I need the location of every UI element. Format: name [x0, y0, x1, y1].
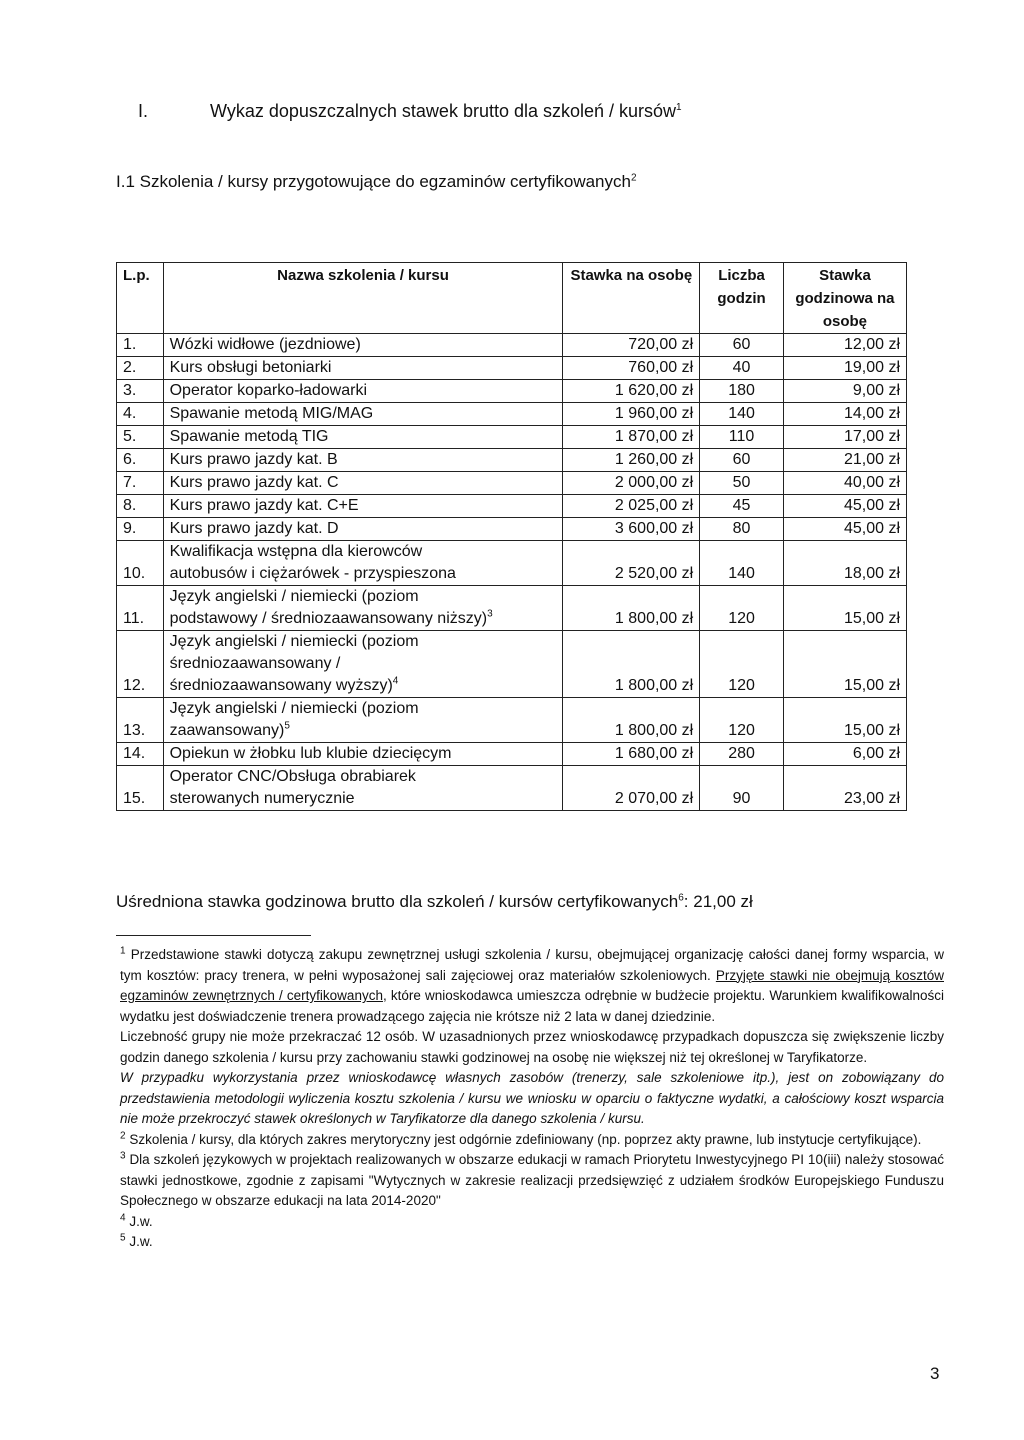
footnote-ref: 2: [630, 172, 637, 184]
table-header-row: [117, 263, 907, 334]
cell-price: 720,00 zł: [563, 334, 700, 357]
footnote-ref: 5: [284, 720, 290, 732]
header-hours: Liczba godzin: [700, 263, 784, 334]
footnote-text: Szkolenia / kursy, dla których zakres merytoryczny jest odgórnie zdefiniowany (np. poprzez akty prawne, lub instytucje certyfikujące).: [129, 1131, 922, 1147]
cell-price: 3 600,00 zł: [563, 518, 700, 541]
table-row: [117, 334, 907, 357]
course-name-line: [170, 653, 557, 675]
course-name-text: autobusów i ciężarówek - przyspieszona: [169, 565, 456, 582]
course-name-text: sterowanych numerycznie: [169, 790, 355, 807]
footnote-ref: 1: [676, 102, 682, 113]
course-name-text: Wózki widłowe (jezdniowe): [169, 336, 361, 353]
cell-name: [163, 426, 563, 449]
footnote-text: Dla szkoleń językowych w projektach realizowanych w obszarze edukacji w ramach Priorytetu Inwestycyjnego PI 10(iii) należy stosować stawki jednostkowe, zgodnie z zapisami "Wytycznych w zakresie realizacji przedsięwzięć z udziałem środków Europejskiego Funduszu Społecznego w obszarze edukacji na lata 2014-2020": [120, 1152, 944, 1208]
table-row: [117, 403, 907, 426]
cell-rate: 15,00 zł: [783, 631, 906, 698]
footnote-1: [120, 945, 944, 1027]
cell-name: [163, 698, 563, 743]
course-name-text: Kurs prawo jazdy kat. D: [169, 520, 339, 537]
footnote-marker: 4: [120, 1212, 126, 1223]
table-row: [117, 426, 907, 449]
course-name-text: Opiekun w żłobku lub klubie dziecięcym: [169, 745, 452, 762]
cell-lp: 2.: [117, 357, 164, 380]
footnote-1-own-resources: W przypadku wykorzystania przez wnioskodawcę własnych zasobów (trenerzy, sale szkoleniowe itp.), jest on zobowiązany do przedstawienia metodologii wyliczenia kosztu szkolenia / kursu we wniosku w oparciu o faktyczne wydatki, a całościowy koszt wsparcia nie może przekroczyć stawek określonych w Taryfikatorze dla danego szkolenia / kursu.: [120, 1070, 944, 1126]
average-value: : 21,00 zł: [683, 892, 753, 911]
footnote-text: J.w.: [129, 1234, 153, 1249]
cell-name: [163, 766, 563, 811]
cell-name: [163, 586, 563, 631]
course-name-text: Kurs prawo jazdy kat. C+E: [169, 497, 359, 514]
cell-lp: 4.: [117, 403, 164, 426]
cell-hours: 60: [700, 449, 784, 472]
cell-price: 1 800,00 zł: [563, 698, 700, 743]
course-name-text: Kurs prawo jazdy kat. B: [169, 451, 338, 468]
cell-hours: 80: [700, 518, 784, 541]
average-rate: [116, 892, 753, 912]
cell-rate: 17,00 zł: [783, 426, 906, 449]
cell-price: 1 620,00 zł: [563, 380, 700, 403]
course-name-line: [170, 563, 557, 585]
cell-lp: 12.: [117, 631, 164, 698]
cell-hours: 120: [700, 631, 784, 698]
page-number: 3: [930, 1364, 940, 1383]
course-name-text: Język angielski / niemiecki (poziom: [169, 588, 419, 605]
course-name-line: [170, 631, 557, 653]
footnote-4: [120, 1212, 944, 1233]
cell-lp: 6.: [117, 449, 164, 472]
cell-hours: 120: [700, 698, 784, 743]
cell-name: [163, 334, 563, 357]
course-name-text: Język angielski / niemiecki (poziom: [169, 633, 419, 650]
table-body: [117, 334, 907, 811]
cell-lp: 10.: [117, 541, 164, 586]
table-row: [117, 495, 907, 518]
table-row: [117, 380, 907, 403]
cell-hours: 60: [700, 334, 784, 357]
cell-hours: 90: [700, 766, 784, 811]
footnote-marker: 3: [120, 1150, 126, 1162]
cell-hours: 40: [700, 357, 784, 380]
cell-hours: 45: [700, 495, 784, 518]
course-name-line: [170, 334, 557, 356]
course-name-text: Kurs obsługi betoniarki: [169, 359, 332, 376]
cell-price: 2 070,00 zł: [563, 766, 700, 811]
header-name: Nazwa szkolenia / kursu: [163, 263, 563, 334]
course-name-text: podstawowy / średniozaawansowany niższy): [169, 610, 488, 627]
cell-name: [163, 380, 563, 403]
cell-name: [163, 403, 563, 426]
subsection-heading: [116, 172, 637, 192]
cell-price: 1 800,00 zł: [563, 586, 700, 631]
course-name-line: [170, 426, 557, 448]
footnote-text: , które wnioskodawca umieszcza odrębnie w budżecie projektu. Warunkiem kwalifikowalności wydatku jest doświadczenie trenera prowadzącego zajęcia nie krótsze niż 2 lata w danej dziedzinie.: [120, 988, 945, 1024]
course-name-line: [170, 380, 557, 402]
cell-hours: 180: [700, 380, 784, 403]
cell-price: 760,00 zł: [563, 357, 700, 380]
cell-rate: 12,00 zł: [783, 334, 906, 357]
section-heading: [138, 101, 682, 122]
cell-rate: 15,00 zł: [783, 586, 906, 631]
cell-rate: 6,00 zł: [783, 743, 906, 766]
table-row: [117, 586, 907, 631]
course-name-text: Spawanie metodą MIG/MAG: [169, 405, 374, 422]
cell-rate: 23,00 zł: [783, 766, 906, 811]
course-name-text: Język angielski / niemiecki (poziom: [169, 700, 419, 717]
cell-hours: 110: [700, 426, 784, 449]
course-name-line: [170, 495, 557, 517]
footnote-ref: 3: [487, 608, 493, 620]
course-name-line: [170, 766, 557, 788]
footnote-text: J.w.: [129, 1213, 153, 1229]
table-row: [117, 631, 907, 698]
cell-hours: 140: [700, 541, 784, 586]
cell-rate: 14,00 zł: [783, 403, 906, 426]
course-name-line: [170, 743, 557, 765]
cell-price: 1 870,00 zł: [563, 426, 700, 449]
cell-lp: 7.: [117, 472, 164, 495]
footnotes: [120, 945, 944, 1253]
course-name-text: Kwalifikacja wstępna dla kierowców: [169, 543, 423, 560]
cell-hours: 140: [700, 403, 784, 426]
cell-lp: 11.: [117, 586, 164, 631]
course-name-line: [170, 449, 557, 471]
header-lp: L.p.: [117, 263, 164, 334]
cell-name: [163, 357, 563, 380]
cell-lp: 9.: [117, 518, 164, 541]
course-name-line: [170, 541, 557, 563]
section-number: I.: [138, 101, 149, 121]
cell-rate: 21,00 zł: [783, 449, 906, 472]
subsection-title: I.1 Szkolenia / kursy przygotowujące do egzaminów certyfikowanych: [116, 172, 631, 191]
rates-table: [116, 262, 907, 811]
course-name-text: średniozaawansowany /: [169, 655, 341, 672]
footnote-2: [120, 1130, 944, 1151]
cell-hours: 50: [700, 472, 784, 495]
cell-rate: 19,00 zł: [783, 357, 906, 380]
course-name-line: [170, 608, 557, 630]
cell-name: [163, 449, 563, 472]
cell-price: 1 800,00 zł: [563, 631, 700, 698]
course-name-line: [170, 586, 557, 608]
course-name-line: [170, 357, 557, 379]
table-row: [117, 766, 907, 811]
table-row: [117, 541, 907, 586]
course-name-line: [170, 788, 557, 810]
cell-rate: 9,00 zł: [783, 380, 906, 403]
header-price: Stawka na osobę: [563, 263, 700, 334]
course-name-text: Spawanie metodą TIG: [169, 428, 329, 445]
footnote-text: Przedstawione stawki dotyczą zakupu zewnętrznej usługi szkolenia / kursu, obejmującej organizację całości danej formy wsparcia, w tym kosztów: pracy trenera, w pełni wyposażonej sali zajęciowej oraz materiałów szkoleniowych.: [120, 947, 944, 983]
cell-name: [163, 743, 563, 766]
course-name-line: [170, 472, 557, 494]
cell-hours: 280: [700, 743, 784, 766]
footnote-marker: 2: [120, 1130, 126, 1141]
header-rate: Stawka godzinowa na osobę: [783, 263, 906, 334]
course-name-line: [170, 403, 557, 425]
cell-lp: 3.: [117, 380, 164, 403]
cell-lp: 13.: [117, 698, 164, 743]
footnote-marker: 1: [120, 945, 126, 957]
cell-price: 2 000,00 zł: [563, 472, 700, 495]
course-name-line: [170, 675, 557, 697]
course-name-text: Kurs prawo jazdy kat. C: [169, 474, 339, 491]
footnote-ref: 4: [392, 675, 399, 687]
table-row: [117, 357, 907, 380]
course-name-text: Operator CNC/Obsługa obrabiarek: [169, 768, 416, 785]
cell-price: 1 680,00 zł: [563, 743, 700, 766]
cell-rate: 40,00 zł: [783, 472, 906, 495]
table-row: [117, 518, 907, 541]
course-name-text: Operator koparko-ładowarki: [169, 382, 368, 399]
footnote-ref: 6: [678, 892, 684, 904]
table-row: [117, 472, 907, 495]
cell-name: [163, 495, 563, 518]
cell-price: 2 520,00 zł: [563, 541, 700, 586]
course-name-line: [170, 698, 557, 720]
footnote-underlined-text: Przyjęte stawki nie obejmują kosztów egzaminów zewnętrznych / certyfikowanych: [120, 967, 944, 1003]
cell-name: [163, 518, 563, 541]
course-name-line: [170, 720, 557, 742]
cell-price: 1 260,00 zł: [563, 449, 700, 472]
course-name-text: zaawansowany): [169, 722, 285, 739]
footnote-5: [120, 1232, 944, 1253]
cell-name: [163, 541, 563, 586]
cell-name: [163, 472, 563, 495]
cell-rate: 15,00 zł: [783, 698, 906, 743]
table-row: [117, 698, 907, 743]
table-row: [117, 449, 907, 472]
cell-price: 2 025,00 zł: [563, 495, 700, 518]
course-name-text: średniozaawansowany wyższy): [169, 677, 393, 694]
footnote-marker: 5: [120, 1232, 126, 1244]
section-title: Wykaz dopuszczalnych stawek brutto dla szkoleń / kursów: [210, 101, 677, 121]
course-name-line: [170, 518, 557, 540]
footnote-3: [120, 1150, 944, 1212]
footnote-1-group-size: Liczebność grupy nie może przekraczać 12 osób. W uzasadnionych przez wnioskodawcę przypadkach dopuszcza się zwiększenie liczby godzin danego szkolenia / kursu przy zachowaniu stawki godzinowej na osobę nie większej niż tej określonej w Taryfikatorze.: [120, 1029, 944, 1065]
cell-name: [163, 631, 563, 698]
cell-lp: 14.: [117, 743, 164, 766]
cell-price: 1 960,00 zł: [563, 403, 700, 426]
cell-rate: 45,00 zł: [783, 495, 906, 518]
cell-lp: 15.: [117, 766, 164, 811]
cell-lp: 5.: [117, 426, 164, 449]
average-label: Uśredniona stawka godzinowa brutto dla szkoleń / kursów certyfikowanych: [116, 892, 679, 911]
table-row: [117, 743, 907, 766]
cell-rate: 18,00 zł: [783, 541, 906, 586]
footnote-divider: [116, 935, 311, 936]
cell-lp: 1.: [117, 334, 164, 357]
cell-rate: 45,00 zł: [783, 518, 906, 541]
cell-hours: 120: [700, 586, 784, 631]
cell-lp: 8.: [117, 495, 164, 518]
